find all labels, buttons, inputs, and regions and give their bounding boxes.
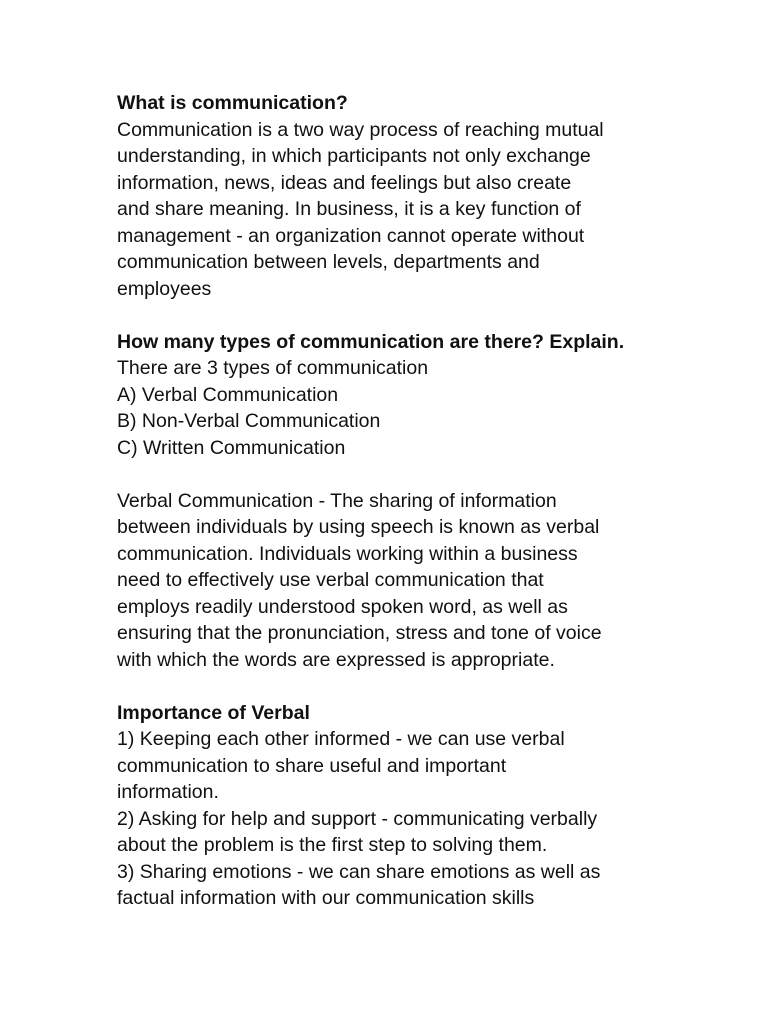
- body-line: ensuring that the pronunciation, stress and tone of voice: [117, 622, 602, 644]
- section-heading: What is communication?: [117, 92, 348, 114]
- list-item: C) Written Communication: [117, 436, 346, 459]
- paragraph-gap: [117, 302, 677, 329]
- section-heading: Importance of Verbal: [117, 701, 310, 724]
- body-line: There are 3 types of communication: [117, 357, 429, 379]
- list-item: about the problem is the first step to solving them.: [117, 834, 548, 856]
- list-item: B) Non-Verbal Communication: [117, 410, 381, 432]
- body-line: Verbal Communication - The sharing of information: [117, 489, 557, 512]
- body-line: communication. Individuals working within a business: [117, 542, 578, 565]
- section-what-is-communication: [117, 90, 677, 302]
- section-importance-of-verbal: [117, 700, 677, 912]
- list-item: communication to share useful and important: [117, 754, 507, 777]
- section-heading: How many types of communication are there? Explain.: [117, 330, 625, 353]
- list-item: 3) Sharing emotions - we can share emotions as well as: [117, 860, 601, 883]
- body-line: understanding, in which participants not only exchange: [117, 145, 591, 167]
- body-line: and share meaning. In business, it is a key function of: [117, 198, 581, 220]
- body-line: information, news, ideas and feelings but also create: [117, 171, 572, 194]
- body-line: communication between levels, departments and: [117, 251, 540, 273]
- body-line: employees: [117, 277, 212, 300]
- list-item: factual information with our communication skills: [117, 887, 535, 909]
- list-item: 1) Keeping each other informed - we can use verbal: [117, 728, 565, 750]
- paragraph-gap: [117, 461, 677, 488]
- body-line: employs readily understood spoken word, as well as: [117, 595, 568, 618]
- paragraph-gap: [117, 673, 677, 700]
- list-item: information.: [117, 781, 219, 803]
- body-line: with which the words are expressed is appropriate.: [117, 648, 555, 671]
- body-line: need to effectively use verbal communication that: [117, 569, 544, 591]
- body-line: management - an organization cannot operate without: [117, 224, 585, 247]
- section-types-of-communication: [117, 329, 677, 462]
- list-item: 2) Asking for help and support - communicating verbally: [117, 807, 598, 830]
- body-line: Communication is a two way process of reaching mutual: [117, 118, 604, 141]
- section-verbal-communication: [117, 488, 677, 674]
- body-line: between individuals by using speech is known as verbal: [117, 516, 600, 538]
- list-item: A) Verbal Communication: [117, 383, 339, 406]
- document-page: [117, 90, 677, 912]
